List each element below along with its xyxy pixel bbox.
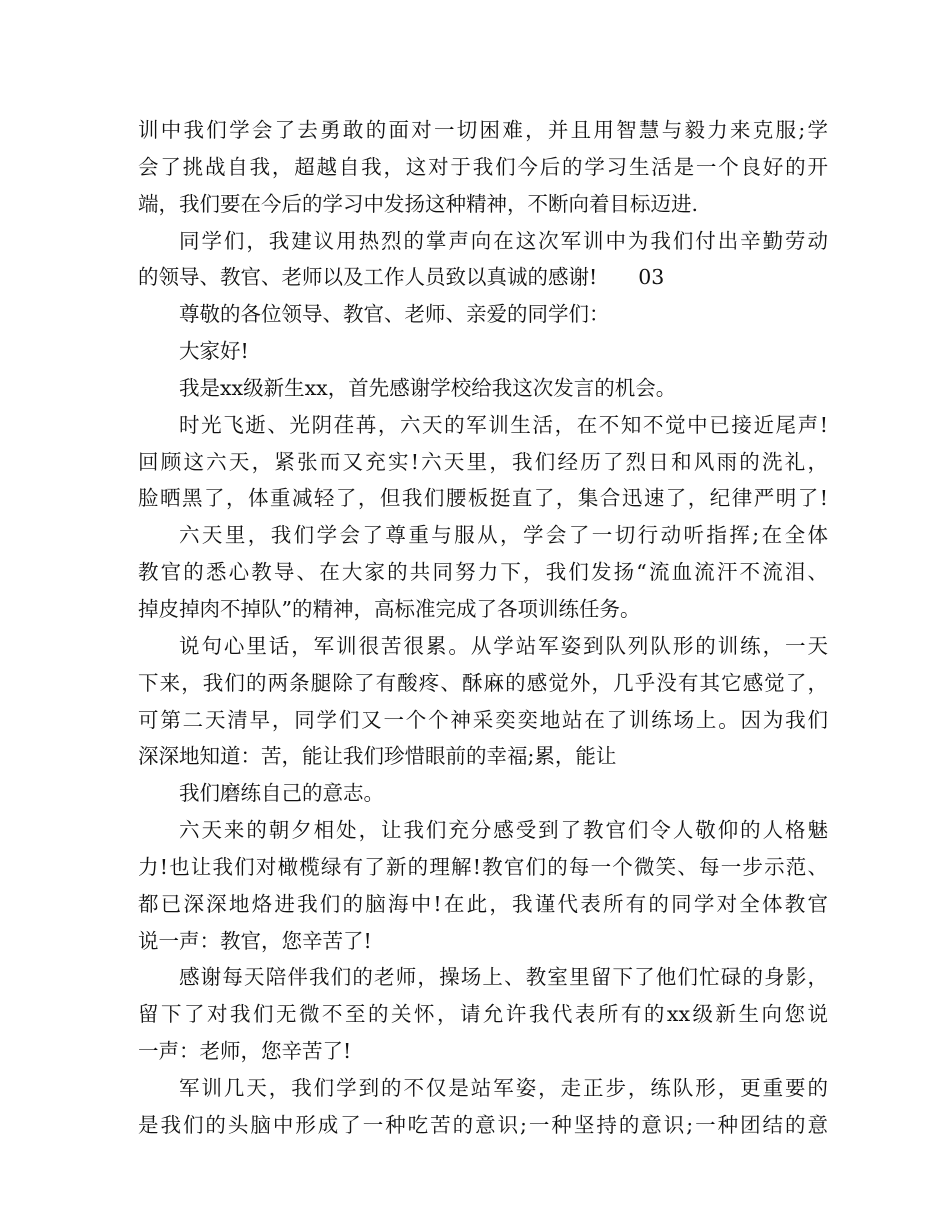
text-line: 六天来的朝夕相处，让我们充分感受到了教官们令人敬仰的人格魅 [179, 818, 828, 843]
text-line: 大家好! [179, 339, 249, 364]
text-line: 会了挑战自我，超越自我，这对于我们今后的学习生活是一个良好的开 [138, 154, 828, 179]
text-line: 深深地知道：苦，能让我们珍惜眼前的幸福;累，能让 [138, 744, 617, 769]
text-line: 时光飞逝、光阴荏苒，六天的军训生活，在不知不觉中已接近尾声! [179, 412, 828, 437]
text-line: 端，我们要在今后的学习中发扬这种精神，不断向着目标迈进. [138, 191, 699, 216]
text-line: 力!也让我们对橄榄绿有了新的理解!教官们的每一个微笑、每一步示范、 [138, 854, 828, 879]
text-line: 军训几天，我们学到的不仅是站军姿，走正步，练队形，更重要的 [179, 1075, 828, 1100]
text-line: 同学们，我建议用热烈的掌声向在这次军训中为我们付出辛勤劳动 [179, 228, 828, 253]
text-line: 训中我们学会了去勇敢的面对一切困难，并且用智慧与毅力来克服;学 [138, 118, 828, 142]
text-line: 六天里，我们学会了尊重与服从，学会了一切行动听指挥;在全体 [179, 523, 828, 548]
text-line: 脸晒黑了，体重减轻了，但我们腰板挺直了，集合迅速了，纪律严明了! [138, 486, 828, 511]
text-line: 说一声：教官，您辛苦了! [138, 928, 372, 953]
text-line: 说句心里话，军训很苦很累。从学站军姿到队列队形的训练，一天 [179, 633, 828, 658]
text-line: 我是xx级新生xx，首先感谢学校给我这次发言的机会。 [179, 375, 677, 400]
document-page [138, 112, 828, 1144]
text-line: 掉皮掉肉不掉队”的精神，高标准完成了各项训练任务。 [138, 596, 641, 621]
text-line: 是我们的头脑中形成了一种吃苦的意识;一种坚持的意识;一种团结的意 [138, 1112, 828, 1137]
text-line: 留下了对我们无微不至的关怀，请允许我代表所有的xx级新生向您说 [138, 1002, 828, 1027]
text-line: 尊敬的各位领导、教官、老师、亲爱的同学们： [179, 302, 610, 327]
text-line: 一声：老师，您辛苦了! [138, 1039, 352, 1064]
text-line: 我们磨练自己的意志。 [179, 781, 384, 806]
text-line: 下来，我们的两条腿除了有酸疼、酥麻的感觉外，几乎没有其它感觉了， [138, 670, 828, 695]
text-line: 教官的悉心教导、在大家的共同努力下，我们发扬“流血流汗不流泪、 [138, 560, 828, 585]
text-line: 感谢每天陪伴我们的老师，操场上、教室里留下了他们忙碌的身影， [179, 965, 828, 990]
text-line: 可第二天清早，同学们又一个个神采奕奕地站在了训练场上。因为我们 [138, 707, 828, 732]
text-line: 的领导、教官、老师以及工作人员致以真诚的感谢! 03 [138, 265, 665, 290]
text-line: 回顾这六天，紧张而又充实!六天里，我们经历了烈日和风雨的洗礼， [138, 449, 828, 474]
text-line: 都已深深地烙进我们的脑海中!在此，我谨代表所有的同学对全体教官 [138, 891, 828, 916]
